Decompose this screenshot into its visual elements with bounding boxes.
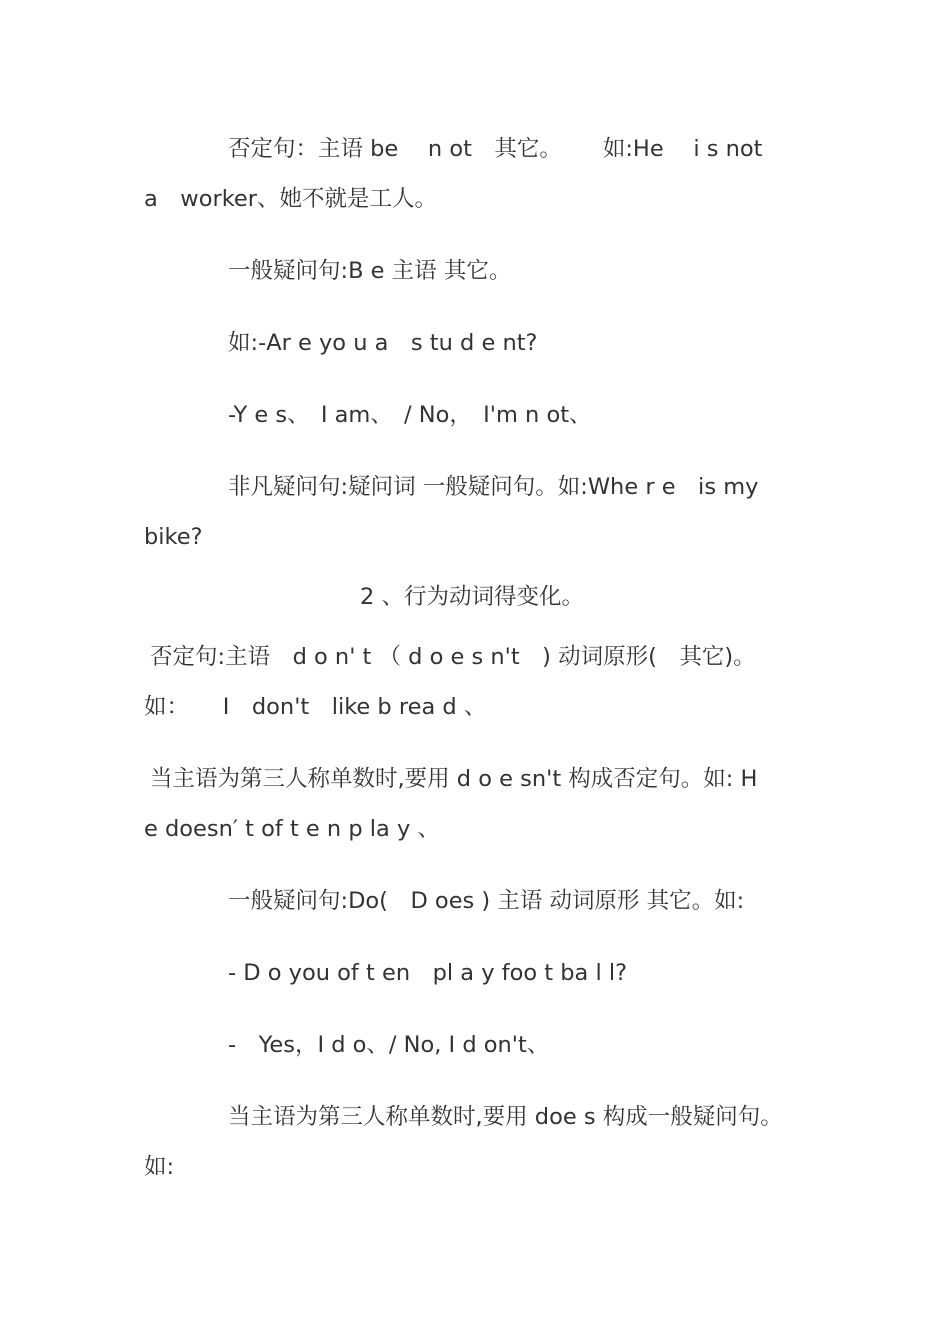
text-line: 非凡疑问句:疑问词 一般疑问句。如:Whe r e is my	[228, 474, 759, 500]
text-line: 否定句:主语 d o n' t （ d o e s n't ) 动词原形( 其它)。	[150, 644, 756, 670]
text-line: 如:	[144, 1154, 175, 1180]
text-line: 否定句：主语 be n ot 其它。 如:He i s not	[228, 136, 763, 162]
text-line: 如:-Ar e yo u a s tu d e nt?	[228, 330, 538, 356]
text-line: - D o you of t en pl a y foo t ba l l?	[228, 960, 628, 986]
text-line: 一般疑问句:B e 主语 其它。	[228, 258, 512, 284]
section-heading: 2 、行为动词得变化。	[360, 584, 584, 610]
text-line: 如： I don't like b rea d 、	[144, 694, 487, 720]
text-line: bike?	[144, 524, 203, 550]
text-line: e doesn′ t of t e n p la y 、	[144, 816, 440, 842]
text-line: 当主语为第三人称单数时,要用 d o e sn't 构成否定句。如: H	[150, 766, 758, 792]
text-line: -Y e s、 I am、 / No， I'm n ot、	[228, 402, 592, 428]
text-line: a worker、她不就是工人。	[144, 186, 438, 212]
text-line: 当主语为第三人称单数时,要用 doe s 构成一般疑问句。	[228, 1104, 783, 1130]
text-line: - Yes，I d o、/ No, I d on't、	[228, 1032, 550, 1058]
text-line: 一般疑问句:Do( D oes ) 主语 动词原形 其它。如:	[228, 888, 745, 914]
